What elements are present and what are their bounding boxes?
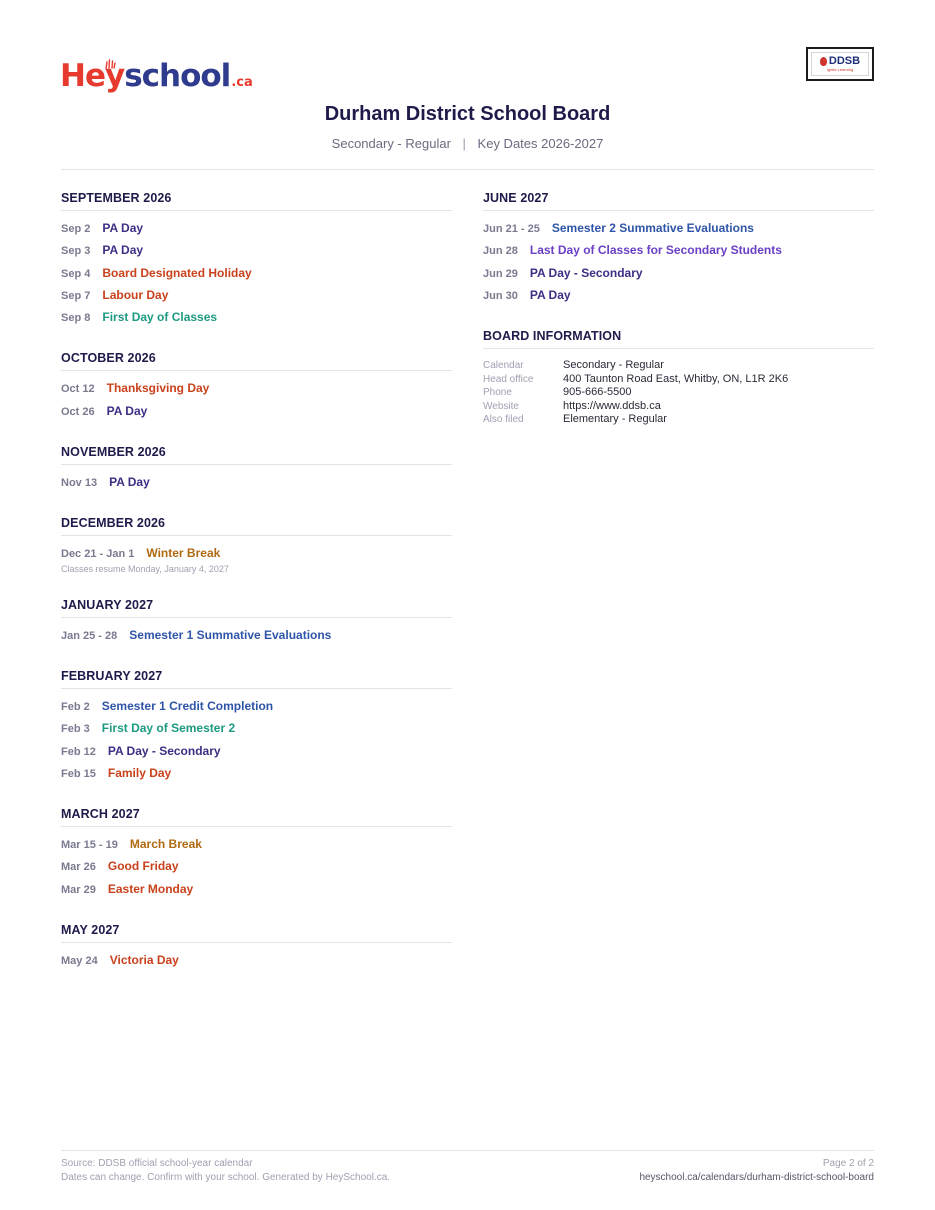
event-date: Sep 7 <box>61 289 91 302</box>
event-row <box>61 878 452 900</box>
footer-meta <box>639 1157 874 1185</box>
footer-source <box>61 1157 390 1185</box>
event-name: Last Day of Classes for Secondary Students <box>529 243 782 258</box>
event-date: Jun 29 <box>483 267 518 280</box>
event-row <box>61 239 452 261</box>
event-date: Feb 2 <box>61 700 90 713</box>
event-row <box>61 833 452 855</box>
subtitle-calendar: Secondary - Regular <box>331 136 451 151</box>
event-name: First Day of Semester 2 <box>101 721 236 736</box>
waving-hand-icon <box>104 58 116 70</box>
month-section <box>61 598 452 646</box>
event-date: Oct 26 <box>61 405 95 418</box>
event-date: Sep 8 <box>61 312 91 325</box>
event-row <box>483 217 874 239</box>
event-date: Sep 4 <box>61 267 91 280</box>
info-value: Elementary - Regular <box>563 413 667 426</box>
section-heading: DECEMBER 2026 <box>61 516 452 536</box>
month-section <box>61 445 452 493</box>
section-heading: FEBRUARY 2027 <box>61 669 452 689</box>
month-section <box>61 669 452 784</box>
event-date: Sep 3 <box>61 245 91 258</box>
section-heading: MARCH 2027 <box>61 807 452 827</box>
event-date: Jun 21 - 25 <box>483 223 540 235</box>
info-value: 905-666-5500 <box>563 386 632 399</box>
event-name: First Day of Classes <box>102 310 218 325</box>
event-date: Jun 30 <box>483 289 518 302</box>
month-section <box>61 351 452 422</box>
month-section <box>61 807 452 900</box>
event-note: Classes resume Monday, January 4, 2027 <box>61 563 229 574</box>
event-row <box>61 740 452 762</box>
info-row <box>483 359 874 373</box>
event-name: March Break <box>129 837 202 852</box>
logo-hey-text: Hey <box>60 58 125 94</box>
event-date: May 24 <box>61 955 98 968</box>
event-row <box>483 284 874 306</box>
footer-url[interactable]: heyschool.ca/calendars/durham-district-school-board <box>639 1172 874 1183</box>
subtitle-separator: | <box>462 136 466 151</box>
info-row <box>483 413 874 427</box>
section-heading: JUNE 2027 <box>483 191 874 211</box>
left-column <box>61 191 452 994</box>
event-name: Easter Monday <box>107 881 194 896</box>
event-date: Mar 29 <box>61 883 96 896</box>
event-row <box>483 262 874 284</box>
event-name: PA Day <box>106 403 148 418</box>
section-heading: SEPTEMBER 2026 <box>61 191 452 211</box>
event-name: Good Friday <box>107 859 179 874</box>
subtitle-key-dates: Key Dates 2026-2027 <box>477 136 604 151</box>
logo-school-text: school <box>124 58 231 94</box>
section-heading: MAY 2027 <box>61 923 452 943</box>
event-date: Dec 21 - Jan 1 <box>61 548 135 561</box>
event-row <box>61 262 452 284</box>
event-date: Oct 12 <box>61 383 95 396</box>
event-row <box>61 624 452 646</box>
month-section <box>483 191 874 306</box>
event-date: Mar 15 - 19 <box>61 839 118 852</box>
event-name: Semester 1 Credit Completion <box>101 698 274 713</box>
event-row <box>61 855 452 877</box>
event-name: PA Day <box>529 287 571 302</box>
section-heading: BOARD INFORMATION <box>483 329 874 349</box>
heyschool-logo <box>60 58 253 102</box>
right-column <box>483 191 874 450</box>
section-heading: JANUARY 2027 <box>61 598 452 618</box>
event-name: Victoria Day <box>109 953 179 968</box>
month-section <box>61 923 452 971</box>
month-section <box>61 516 452 574</box>
info-row <box>483 386 874 400</box>
month-section <box>61 191 452 328</box>
page-number: Page 2 of 2 <box>822 1158 874 1169</box>
event-date: Sep 2 <box>61 223 91 235</box>
event-name: PA Day <box>102 221 144 235</box>
event-name: Winter Break <box>146 546 221 561</box>
info-value[interactable]: https://www.ddsb.ca <box>563 399 661 412</box>
event-name: Labour Day <box>102 287 169 302</box>
ddsb-badge <box>806 47 874 81</box>
info-label: Head office <box>483 373 534 385</box>
event-name: Family Day <box>107 765 172 780</box>
event-row <box>61 695 452 717</box>
footer-disclaimer: Dates can change. Confirm with your school. Generated by HeySchool.ca. <box>61 1172 391 1183</box>
event-row <box>483 239 874 261</box>
info-row <box>483 373 874 387</box>
event-row <box>61 306 452 328</box>
info-label: Website <box>483 400 519 412</box>
event-name: PA Day <box>102 243 144 258</box>
event-row <box>61 949 452 971</box>
badge-label: DDSB <box>828 55 861 67</box>
event-date: Feb 3 <box>61 723 90 736</box>
info-label: Phone <box>483 387 512 399</box>
event-row <box>61 400 452 422</box>
badge-tagline: Ignite Learning <box>826 67 854 72</box>
info-value: Secondary - Regular <box>563 359 664 372</box>
board-information <box>483 329 874 427</box>
footer-divider <box>61 1150 874 1151</box>
event-row <box>61 284 452 306</box>
event-name: PA Day <box>109 475 150 490</box>
event-date: Mar 26 <box>61 861 96 874</box>
flame-icon <box>820 57 827 66</box>
footer-source-text: Source: DDSB official school-year calendar <box>61 1158 253 1169</box>
event-date: Feb 15 <box>61 767 96 780</box>
section-heading: OCTOBER 2026 <box>61 351 452 371</box>
event-date: Jun 28 <box>483 245 518 258</box>
event-date: Nov 13 <box>61 477 98 490</box>
event-row <box>61 217 452 239</box>
event-row <box>61 471 452 493</box>
info-label: Also filed <box>483 414 524 426</box>
event-name: Board Designated Holiday <box>102 265 252 280</box>
event-date: Feb 12 <box>61 745 96 758</box>
event-row <box>61 762 452 784</box>
event-date: Jan 25 - 28 <box>61 629 118 642</box>
event-row <box>61 542 452 564</box>
event-name: PA Day - Secondary <box>529 265 643 280</box>
logo-ca-text: .ca <box>231 75 253 90</box>
info-label: Calendar <box>483 360 524 372</box>
info-row <box>483 400 874 414</box>
event-name: Thanksgiving Day <box>106 381 210 396</box>
header-divider <box>61 169 874 170</box>
event-row <box>61 717 452 739</box>
page-subtitle <box>0 136 935 151</box>
info-value: 400 Taunton Road East, Whitby, ON, L1R 2K6 <box>563 372 789 385</box>
event-row <box>61 377 452 399</box>
section-heading: NOVEMBER 2026 <box>61 445 452 465</box>
event-name: Semester 2 Summative Evaluations <box>551 221 754 235</box>
event-name: PA Day - Secondary <box>107 743 221 758</box>
event-name: Semester 1 Summative Evaluations <box>129 627 332 642</box>
page-title: Durham District School Board <box>324 103 611 125</box>
